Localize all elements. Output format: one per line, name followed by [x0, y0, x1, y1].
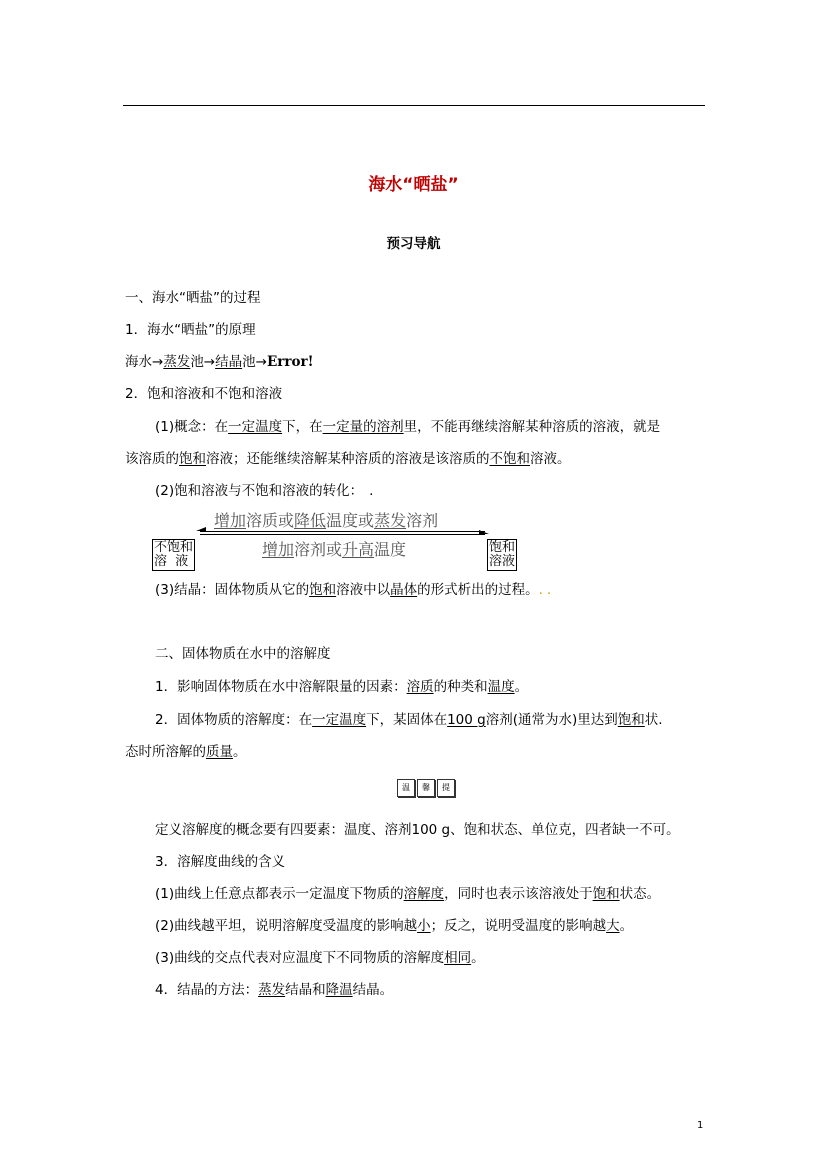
text: (3)结晶：固体物质从它的	[155, 582, 310, 598]
salt-flow	[125, 350, 314, 370]
page-title: 海水“晒盐”	[368, 175, 459, 195]
blank: 饱和	[179, 451, 206, 467]
blank: 蒸发	[374, 511, 407, 530]
text: 溶剂或	[294, 540, 343, 559]
text: 状态。	[619, 886, 661, 902]
text: 。	[233, 744, 247, 760]
flow-text: 池→	[242, 354, 267, 370]
box-line: 溶 液	[154, 554, 189, 569]
blank: 降低	[294, 511, 327, 530]
diagram-arrow-lower	[200, 534, 485, 535]
solubility-definition-2	[125, 740, 247, 760]
text: 。	[471, 950, 485, 966]
blank: 温度	[487, 679, 515, 695]
text: 的形式析出的过程。	[417, 582, 539, 598]
box-line: 溶液	[489, 554, 516, 569]
conversion-heading	[155, 479, 373, 499]
text: (2)曲线越平坦，说明溶解度受温度的影响越	[155, 918, 418, 934]
dot: .	[538, 582, 543, 598]
text: 1．影响固体物质在水中溶解限量的因素：	[155, 679, 407, 695]
text: 温度或	[326, 511, 375, 530]
paragraph-1-heading: 1．海水“晒盐”的原理	[125, 322, 256, 338]
section-heading-1: 一、海水“晒盐”的过程	[125, 290, 261, 306]
blank: 增加	[214, 511, 247, 530]
text: (1)概念：在	[155, 419, 229, 435]
text: 温度	[374, 540, 407, 559]
arrow-left-icon	[196, 526, 208, 538]
text: ；反之，说明受温度的影响越	[430, 918, 607, 934]
blank: 100 g	[447, 712, 486, 728]
blank: 降温	[325, 982, 353, 998]
blank: 小	[417, 918, 431, 934]
text: 下，在	[282, 419, 323, 435]
text: ，同时也表示该溶液处于	[444, 886, 593, 902]
blank: 不饱和	[489, 451, 530, 467]
flow-text: 池→	[190, 354, 216, 370]
diagram-reverse-label	[262, 537, 406, 560]
text: 溶质或	[246, 511, 295, 530]
text: 溶剂	[406, 511, 439, 530]
blank: 相同	[444, 950, 472, 966]
text: 的种类和	[433, 679, 488, 695]
text: 结晶和	[285, 982, 326, 998]
section-subtitle: 预习导航	[386, 236, 441, 252]
diagram-forward-label	[214, 508, 438, 531]
text: (2)饱和溶液与不饱和溶液的转化：	[155, 483, 364, 499]
curve-meaning-1	[155, 882, 660, 902]
text: 溶液；还能继续溶解某种溶质的溶液是该溶质的	[206, 451, 490, 467]
blank: 蒸发	[258, 982, 286, 998]
solubility-factors	[155, 675, 528, 695]
blank: 饱和	[617, 712, 645, 728]
error-text: Error!	[266, 354, 314, 370]
text: 溶液中以	[336, 582, 391, 598]
blank: 一定温度	[312, 712, 367, 728]
blank: 晶体	[390, 582, 418, 598]
blank: 饱和	[309, 582, 337, 598]
flow-blank: 结晶	[215, 354, 243, 370]
text: 溶剂(通常为水)里达到	[485, 712, 618, 728]
blank: 溶质	[406, 679, 434, 695]
tip-badge-icon: 温	[397, 779, 415, 797]
flow-text: 海水→	[125, 354, 164, 370]
box-line: 饱和	[489, 540, 516, 555]
text: (3)曲线的交点代表对应温度下不同物质的溶解度	[155, 950, 445, 966]
box-line: 不饱和	[154, 540, 194, 555]
header-rule	[123, 105, 705, 106]
dot: .	[658, 712, 663, 728]
blank: 一定量的溶剂	[322, 419, 404, 435]
section-heading-2: 二、固体物质在水中的溶解度	[155, 646, 331, 662]
paragraph-2-heading: 2．饱和溶液和不饱和溶液	[125, 386, 283, 402]
diagram-arrow-upper	[200, 531, 485, 532]
text: 4．结晶的方法：	[155, 982, 259, 998]
curve-meaning-3	[155, 946, 485, 966]
text: 2．固体物质的溶解度：在	[155, 712, 313, 728]
unsaturated-solution-box	[152, 539, 195, 571]
text: 溶液。	[530, 451, 571, 467]
blank: 一定温度	[228, 419, 283, 435]
text: 结晶。	[352, 982, 394, 998]
crystallization-methods	[155, 978, 393, 998]
tip-badge-icon: 馨	[417, 779, 435, 797]
text: 状	[644, 712, 659, 728]
blank: 溶解度	[403, 886, 445, 902]
text: 态时所溶解的	[125, 744, 206, 760]
page-number: 1	[697, 1120, 704, 1131]
blank: 升高	[342, 540, 375, 559]
saturated-solution-box	[487, 539, 517, 571]
curve-meaning-2	[155, 914, 633, 934]
concept-line-1	[155, 415, 660, 435]
text: 。	[619, 918, 634, 934]
text: 。	[514, 679, 529, 695]
text: 下，某固体在	[366, 712, 448, 728]
tip-text: 定义溶解度的概念要有四要素：温度、溶剂100 g、饱和状态、单位克，四者缺一不可。	[155, 822, 680, 838]
blank: 质量	[206, 744, 233, 760]
tip-badge	[397, 778, 459, 798]
crystallization-line	[155, 578, 551, 598]
solubility-definition-1	[155, 708, 663, 728]
flow-blank: 蒸发	[163, 354, 191, 370]
dot: .	[369, 483, 374, 499]
text: 该溶质的	[125, 451, 179, 467]
curve-heading: 3．溶解度曲线的含义	[155, 854, 286, 870]
concept-line-2	[125, 447, 571, 467]
dot: .	[546, 582, 552, 598]
blank: 大	[606, 918, 620, 934]
text: 里，不能再继续溶解某种溶质的溶液，就是	[403, 419, 661, 435]
blank: 饱和	[592, 886, 620, 902]
tip-badge-icon: 提	[437, 779, 455, 797]
blank: 增加	[262, 540, 295, 559]
text: (1)曲线上任意点都表示一定温度下物质的	[155, 886, 404, 902]
